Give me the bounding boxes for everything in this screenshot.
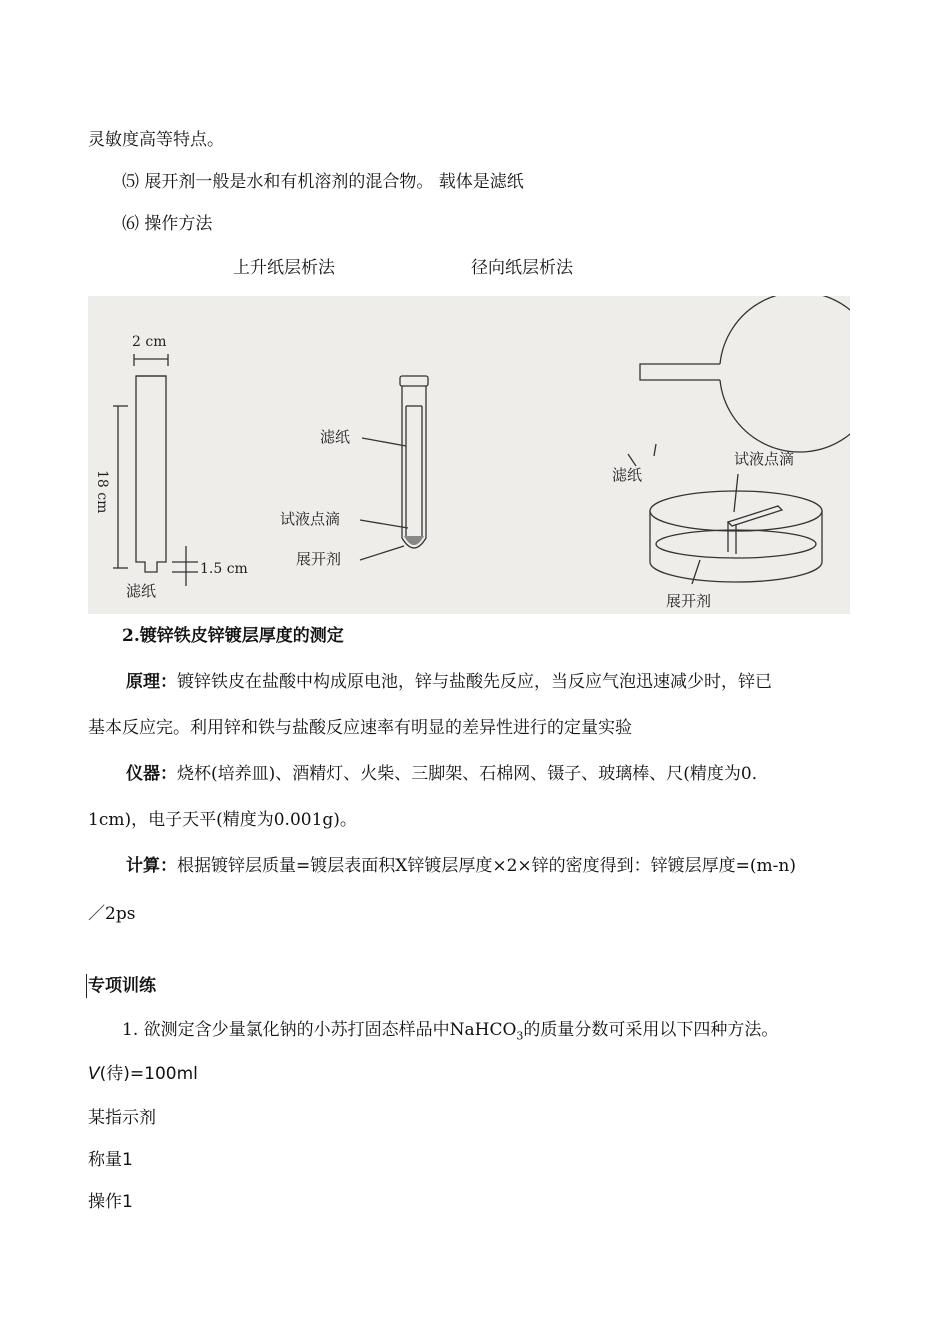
label-radial-sample-drop: 试液点滴: [734, 450, 795, 468]
caption-ascending: 上升纸层析法: [233, 258, 335, 278]
test-tube-diagram: [360, 376, 428, 560]
label-strip-filter-paper: 滤纸: [126, 582, 157, 600]
instrument-line-1: [126, 762, 769, 786]
calc-line-2: ／2ps: [88, 904, 136, 924]
question-1-subscript: 3: [516, 1029, 524, 1043]
label-tube-developer: 展开剂: [296, 550, 342, 568]
volume-line: [88, 1062, 198, 1086]
paragraph-operation-method: ⑹ 操作方法: [122, 214, 213, 234]
volume-symbol: V: [88, 1064, 100, 1084]
label-tube-filter-paper: 滤纸: [320, 428, 351, 446]
caption-radial: 径向纸层析法: [471, 258, 573, 278]
label-2cm: 2 cm: [132, 334, 167, 350]
label-18cm: 18 cm: [94, 470, 110, 514]
label-radial-filter-paper: 滤纸: [612, 466, 643, 484]
label-1-5cm: 1.5 cm: [200, 561, 248, 577]
question-1-text-end: 的质量分数可采用以下四种方法。: [523, 1020, 779, 1040]
instrument-label: 仪器：: [126, 764, 177, 784]
principle-text-1: 镀锌铁皮在盐酸中构成原电池，锌与盐酸先反应，当反应气泡迅速减少时，锌已: [177, 672, 772, 692]
paragraph-sensitivity: 灵敏度高等特点。: [88, 130, 224, 150]
calc-line-1: [126, 854, 796, 878]
chromatography-diagram: [88, 296, 850, 614]
paragraph-developer: ⑸ 展开剂一般是水和有机溶剂的混合物。 载体是滤纸: [122, 172, 524, 192]
text-cursor: [86, 974, 87, 998]
radial-paper-diagram: [628, 296, 850, 466]
calc-label: 计算：: [126, 856, 177, 876]
volume-value: (待)=100ml: [99, 1064, 198, 1084]
instrument-line-2: 1cm)，电子天平(精度为0.001g)。: [88, 810, 357, 830]
section-heading-zinc-coating: 2.镀锌铁皮锌镀层厚度的测定: [122, 626, 344, 646]
instrument-text-1: 烧杯(培养皿)、酒精灯、火柴、三脚架、石棉网、镊子、玻璃棒、尺(精度为0．: [177, 764, 769, 784]
question-1: [122, 1018, 778, 1048]
principle-line-2: 基本反应完。利用锌和铁与盐酸反应速率有明显的差异性进行的定量实验: [88, 718, 632, 738]
indicator-line: 某指示剂: [88, 1108, 156, 1128]
principle-label: 原理：: [126, 672, 177, 692]
label-radial-developer: 展开剂: [666, 592, 712, 610]
weigh-line: 称量1: [88, 1150, 133, 1170]
paper-strip-diagram: [113, 354, 198, 586]
operation-line: 操作1: [88, 1192, 133, 1212]
label-tube-sample-drop: 试液点滴: [280, 510, 341, 528]
chromatography-figure: [88, 296, 850, 614]
training-heading: 专项训练: [88, 976, 156, 996]
petri-dish-diagram: [650, 474, 822, 584]
principle-line-1: [126, 670, 772, 694]
calc-text-1: 根据镀锌层质量=镀层表面积X锌镀层厚度×2×锌的密度得到：锌镀层厚度=(m-n): [177, 856, 796, 876]
question-1-text: 1. 欲测定含少量氯化钠的小苏打固态样品中NaHCO: [122, 1020, 517, 1040]
